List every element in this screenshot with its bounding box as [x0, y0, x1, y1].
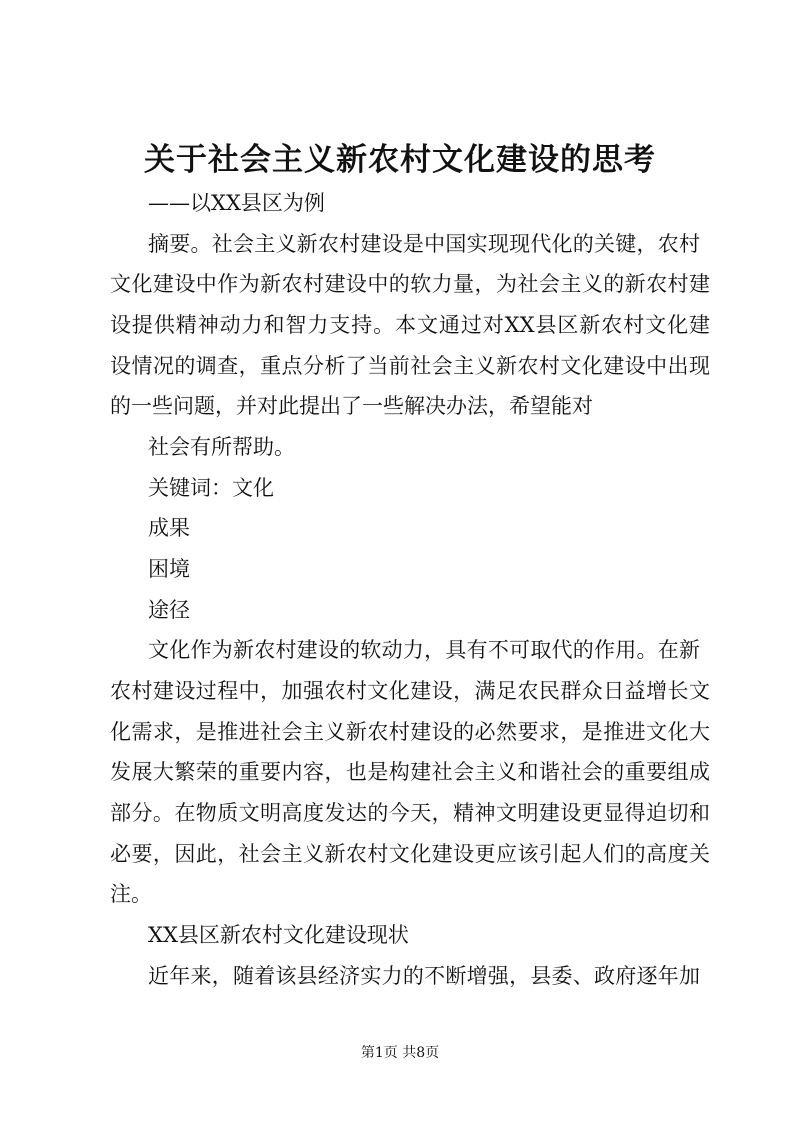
intro-line-1: 文化作为新农村建设的软动力，具有不可取代的作用。在新: [148, 638, 700, 662]
keywords-label: 关键词：文化: [148, 476, 274, 500]
section-first-line: 近年来，随着该县经济实力的不断增强，县委、政府逐年加: [148, 964, 700, 988]
abstract-tail: 社会有所帮助。: [148, 435, 295, 459]
intro-line-6: 必要，因此，社会主义新农村文化建设更应该引起人们的高度关: [110, 842, 710, 866]
abstract-line-2: 文化建设中作为新农村建设中的软力量，为社会主义的新农村建: [110, 272, 710, 296]
document-title: 关于社会主义新农村文化建设的思考: [144, 142, 656, 178]
abstract-line-4: 设情况的调查，重点分析了当前社会主义新农村文化建设中出现: [110, 354, 710, 378]
intro-line-3: 化需求，是推进社会主义新农村建设的必然要求，是推进文化大: [110, 720, 710, 744]
intro-line-7: 注。: [110, 882, 152, 906]
keyword-item: 困境: [148, 557, 190, 581]
intro-line-5: 部分。在物质文明高度发达的今天，精神文明建设更显得迫切和: [110, 801, 710, 825]
abstract-line-1: 摘要。社会主义新农村建设是中国实现现代化的关键，农村: [148, 232, 700, 256]
page-footer: 第1页 共8页: [360, 1045, 440, 1061]
keyword-item: 成果: [148, 516, 190, 540]
keyword-item: 途径: [148, 598, 190, 622]
intro-line-4: 发展大繁荣的重要内容，也是构建社会主义和谐社会的重要组成: [110, 760, 710, 784]
document-subtitle: ——以XX县区为例: [148, 191, 325, 215]
intro-line-2: 农村建设过程中，加强农村文化建设，满足农民群众日益增长文: [110, 679, 710, 703]
section-heading: XX县区新农村文化建设现状: [148, 923, 409, 947]
abstract-line-5: 的一些问题，并对此提出了一些解决办法，希望能对: [110, 394, 593, 418]
abstract-line-3: 设提供精神动力和智力支持。本文通过对XX县区新农村文化建: [110, 313, 710, 337]
